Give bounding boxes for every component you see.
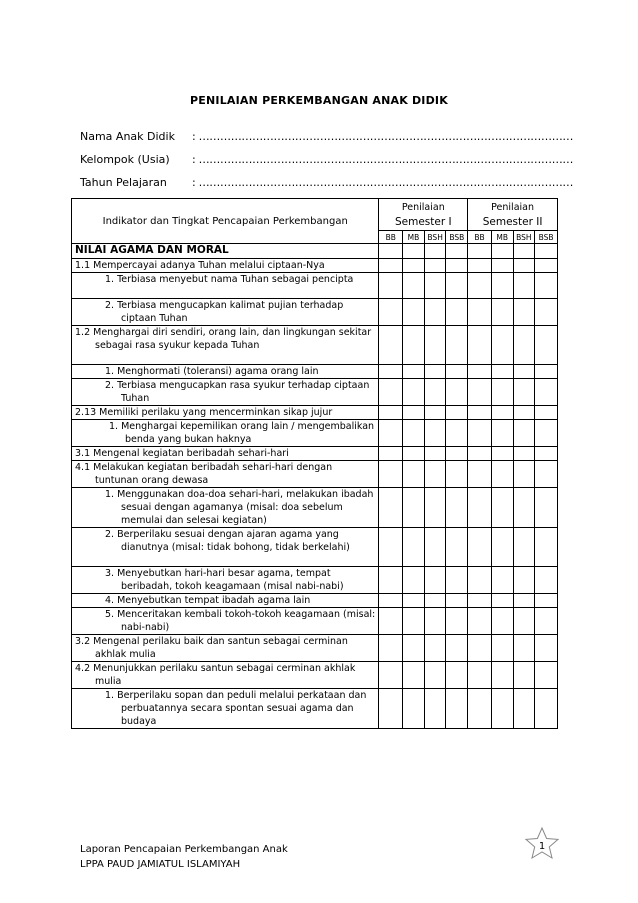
score-cell[interactable]: [424, 406, 446, 420]
indicator-cell: [72, 567, 379, 594]
score-cell[interactable]: [403, 326, 425, 365]
score-cell[interactable]: [513, 379, 535, 406]
score-cell[interactable]: [403, 635, 425, 662]
score-cell[interactable]: [535, 365, 558, 379]
score-cell[interactable]: [379, 299, 403, 326]
score-cell[interactable]: [424, 488, 446, 528]
table-row: [72, 689, 558, 729]
score-cell[interactable]: [468, 299, 492, 326]
indicator-cell: [72, 608, 379, 635]
score-cell[interactable]: [513, 447, 535, 461]
score-cell[interactable]: [513, 488, 535, 528]
indicator-text: 4.1 Melakukan kegiatan beribadah sehari-hari dengan tuntunan orang dewasa: [75, 462, 333, 486]
score-cell[interactable]: [424, 635, 446, 662]
score-cell[interactable]: [403, 528, 425, 567]
table-row: [72, 299, 558, 326]
info-value: : ……………………………………………………………………………………………: [192, 176, 574, 189]
score-cell[interactable]: [446, 528, 468, 567]
info-value: : ……………………………………………………………………………………………: [192, 153, 574, 166]
score-cell[interactable]: [468, 447, 492, 461]
score-cell[interactable]: [513, 608, 535, 635]
score-cell[interactable]: [403, 461, 425, 488]
col-header: BSH: [424, 231, 446, 244]
score-cell[interactable]: [468, 488, 492, 528]
info-label: Tahun Pelajaran: [80, 176, 167, 189]
score-cell[interactable]: [424, 689, 446, 729]
score-cell[interactable]: [535, 594, 558, 608]
score-cell[interactable]: [424, 461, 446, 488]
score-cell[interactable]: [446, 567, 468, 594]
score-cell[interactable]: [468, 406, 492, 420]
score-cell[interactable]: [468, 326, 492, 365]
score-cell[interactable]: [403, 259, 425, 273]
score-cell[interactable]: [403, 488, 425, 528]
score-cell[interactable]: [513, 635, 535, 662]
score-cell[interactable]: [379, 420, 403, 447]
table-row: [72, 259, 558, 273]
indicator-cell: [72, 273, 379, 299]
semester1-title: [379, 199, 468, 216]
score-cell[interactable]: [513, 461, 535, 488]
score-cell[interactable]: [535, 420, 558, 447]
score-cell[interactable]: [379, 379, 403, 406]
indicator-cell: [72, 528, 379, 567]
table-row: [72, 488, 558, 528]
score-cell[interactable]: [491, 299, 513, 326]
score-cell[interactable]: [535, 662, 558, 689]
semester1-sub: Semester I: [379, 216, 468, 231]
score-cell[interactable]: [403, 299, 425, 326]
score-cell[interactable]: [379, 662, 403, 689]
score-cell[interactable]: [513, 365, 535, 379]
indicator-cell: [72, 365, 379, 379]
indicator-text: 2. Terbiasa mengucapkan rasa syukur terhadap ciptaan Tuhan: [105, 380, 370, 404]
indicator-text: 1. Menghormati (toleransi) agama orang lain: [105, 366, 319, 377]
score-cell[interactable]: [446, 406, 468, 420]
semester1-title-text: Penilaian: [401, 201, 445, 213]
score-cell[interactable]: [446, 662, 468, 689]
semester2-title: [468, 199, 558, 216]
score-cell[interactable]: [379, 406, 403, 420]
score-cell[interactable]: [535, 299, 558, 326]
score-cell[interactable]: [491, 567, 513, 594]
col-header: MB: [491, 231, 513, 244]
score-cell[interactable]: [468, 461, 492, 488]
semester2-title-text: Penilaian: [491, 201, 534, 213]
score-cell[interactable]: [424, 273, 446, 299]
score-cell[interactable]: [513, 273, 535, 299]
score-cell[interactable]: [468, 662, 492, 689]
indicator-text: 2.13 Memiliki perilaku yang mencerminkan sikap jujur: [75, 407, 333, 418]
score-cell[interactable]: [446, 379, 468, 406]
score-cell[interactable]: [468, 594, 492, 608]
indicator-cell: [72, 447, 379, 461]
score-cell[interactable]: [379, 447, 403, 461]
score-cell[interactable]: [424, 259, 446, 273]
score-cell[interactable]: [403, 689, 425, 729]
score-cell[interactable]: [403, 406, 425, 420]
indicator-text: 1.2 Menghargai diri sendiri, orang lain, dan lingkungan sekitar sebagai rasa syukur kepada Tuhan: [75, 327, 372, 351]
score-cell[interactable]: [513, 326, 535, 365]
indicator-text: 1. Terbiasa menyebut nama Tuhan sebagai pencipta: [105, 274, 354, 285]
table-row: [72, 379, 558, 406]
score-cell[interactable]: [491, 662, 513, 689]
score-cell[interactable]: [379, 461, 403, 488]
footer: [80, 842, 288, 872]
score-cell[interactable]: [535, 379, 558, 406]
score-cell[interactable]: [535, 528, 558, 567]
score-cell[interactable]: [491, 379, 513, 406]
score-cell[interactable]: [446, 461, 468, 488]
score-cell[interactable]: [468, 379, 492, 406]
score-cell[interactable]: [446, 608, 468, 635]
score-cell[interactable]: [535, 273, 558, 299]
score-cell[interactable]: [491, 461, 513, 488]
table-row: [72, 567, 558, 594]
score-cell[interactable]: [491, 365, 513, 379]
page-number: 1: [538, 841, 546, 852]
score-cell[interactable]: [535, 326, 558, 365]
score-cell[interactable]: [491, 326, 513, 365]
score-cell[interactable]: [379, 326, 403, 365]
score-cell[interactable]: [468, 567, 492, 594]
score-cell[interactable]: [446, 488, 468, 528]
table-row: [72, 594, 558, 608]
score-cell[interactable]: [446, 420, 468, 447]
section-row: [72, 244, 558, 259]
score-cell[interactable]: [424, 528, 446, 567]
table-row: [72, 420, 558, 447]
score-cell[interactable]: [403, 567, 425, 594]
score-cell[interactable]: [446, 273, 468, 299]
score-cell[interactable]: [513, 567, 535, 594]
score-cell[interactable]: [468, 273, 492, 299]
table-row: [72, 528, 558, 567]
score-cell[interactable]: [403, 608, 425, 635]
indicator-text: 1. Menggunakan doa-doa sehari-hari, melakukan ibadah sesuai dengan agamanya (misal: doa sebelum memulai dan selesai kegiatan): [105, 489, 374, 526]
score-cell[interactable]: [491, 594, 513, 608]
score-cell[interactable]: [379, 365, 403, 379]
score-cell[interactable]: [379, 608, 403, 635]
indicator-cell: [72, 259, 379, 273]
score-cell[interactable]: [424, 567, 446, 594]
score-cell[interactable]: [513, 299, 535, 326]
score-cell[interactable]: [491, 420, 513, 447]
score-cell[interactable]: [468, 528, 492, 567]
indicator-cell: [72, 461, 379, 488]
score-cell[interactable]: [535, 406, 558, 420]
indicator-text: 2. Terbiasa mengucapkan kalimat pujian terhadap ciptaan Tuhan: [105, 300, 344, 324]
indicator-cell: [72, 379, 379, 406]
score-cell[interactable]: [379, 594, 403, 608]
score-cell[interactable]: [491, 273, 513, 299]
score-cell[interactable]: [513, 662, 535, 689]
col-header: BB: [379, 231, 403, 244]
score-cell[interactable]: [379, 689, 403, 729]
score-cell[interactable]: [379, 567, 403, 594]
indicator-text: 1.1 Mempercayai adanya Tuhan melalui ciptaan-Nya: [75, 260, 325, 271]
score-cell[interactable]: [513, 528, 535, 567]
score-cell[interactable]: [424, 420, 446, 447]
col-header: BSH: [513, 231, 535, 244]
score-cell[interactable]: [403, 420, 425, 447]
table-row: [72, 461, 558, 488]
score-cell[interactable]: [446, 326, 468, 365]
info-value: : ……………………………………………………………………………………………: [192, 130, 574, 143]
score-cell[interactable]: [446, 447, 468, 461]
score-cell[interactable]: [535, 608, 558, 635]
footer-report-title: Laporan Pencapaian Perkembangan Anak: [80, 844, 288, 855]
col-header: BB: [468, 231, 492, 244]
assessment-table: [71, 198, 558, 729]
score-cell[interactable]: [535, 689, 558, 729]
table-row: [72, 365, 558, 379]
score-cell[interactable]: [379, 259, 403, 273]
indicator-text: 3. Menyebutkan hari-hari besar agama, tempat beribadah, tokoh keagamaan (misal nabi-nabi): [105, 568, 344, 592]
score-cell[interactable]: [403, 447, 425, 461]
score-cell[interactable]: [403, 662, 425, 689]
score-cell[interactable]: [446, 689, 468, 729]
score-cell[interactable]: [424, 594, 446, 608]
score-cell[interactable]: [535, 567, 558, 594]
col-header: MB: [403, 231, 425, 244]
score-cell[interactable]: [491, 689, 513, 729]
indicator-header: Indikator dan Tingkat Pencapaian Perkembangan: [72, 199, 379, 244]
score-cell[interactable]: [424, 447, 446, 461]
col-header: BSB: [535, 231, 558, 244]
score-cell[interactable]: [513, 689, 535, 729]
indicator-cell: [72, 299, 379, 326]
indicator-text: 4.2 Menunjukkan perilaku santun sebagai cerminan akhlak mulia: [75, 663, 356, 687]
table-row: [72, 326, 558, 365]
indicator-text: 1. Berperilaku sopan dan peduli melalui perkataan dan perbuatannya secara spontan sesuai agama dan budaya: [105, 690, 367, 727]
indicator-cell: [72, 420, 379, 447]
info-label: Nama Anak Didik: [80, 130, 175, 143]
table-row: [72, 608, 558, 635]
score-cell[interactable]: [535, 488, 558, 528]
score-cell[interactable]: [446, 365, 468, 379]
score-cell[interactable]: [424, 662, 446, 689]
table-row: [72, 406, 558, 420]
score-cell[interactable]: [403, 379, 425, 406]
score-cell[interactable]: [379, 528, 403, 567]
score-cell[interactable]: [468, 689, 492, 729]
indicator-cell: [72, 326, 379, 365]
indicator-text: 5. Menceritakan kembali tokoh-tokoh keagamaan (misal: nabi-nabi): [105, 609, 376, 633]
score-cell[interactable]: [403, 273, 425, 299]
indicator-text: 4. Menyebutkan tempat ibadah agama lain: [105, 595, 311, 606]
score-cell[interactable]: [491, 635, 513, 662]
score-cell[interactable]: [446, 259, 468, 273]
score-cell[interactable]: [535, 635, 558, 662]
score-cell[interactable]: [424, 608, 446, 635]
score-cell[interactable]: [379, 488, 403, 528]
score-cell[interactable]: [403, 594, 425, 608]
score-cell[interactable]: [424, 326, 446, 365]
score-cell[interactable]: [424, 379, 446, 406]
table-row: [72, 662, 558, 689]
score-cell[interactable]: [535, 447, 558, 461]
score-cell[interactable]: [468, 365, 492, 379]
score-cell[interactable]: [446, 299, 468, 326]
score-cell[interactable]: [403, 365, 425, 379]
score-cell[interactable]: [513, 259, 535, 273]
score-cell[interactable]: [535, 259, 558, 273]
score-cell[interactable]: [491, 259, 513, 273]
indicator-text: 3.1 Mengenal kegiatan beribadah sehari-hari: [75, 448, 289, 459]
indicator-text: 3.2 Mengenal perilaku baik dan santun sebagai cerminan akhlak mulia: [75, 636, 348, 660]
score-cell[interactable]: [491, 528, 513, 567]
indicator-cell: [72, 594, 379, 608]
col-header: BSB: [446, 231, 468, 244]
table-row: [72, 635, 558, 662]
score-cell[interactable]: [424, 365, 446, 379]
score-cell[interactable]: [468, 259, 492, 273]
page-title: PENILAIAN PERKEMBANGAN ANAK DIDIK: [190, 94, 448, 107]
score-cell[interactable]: [535, 461, 558, 488]
indicator-cell: [72, 488, 379, 528]
score-cell[interactable]: [468, 608, 492, 635]
score-cell[interactable]: [491, 447, 513, 461]
score-cell[interactable]: [468, 420, 492, 447]
indicator-cell: [72, 406, 379, 420]
score-cell[interactable]: [468, 635, 492, 662]
score-cell[interactable]: [446, 594, 468, 608]
indicator-cell: [72, 689, 379, 729]
score-cell[interactable]: [491, 488, 513, 528]
indicator-text: 2. Berperilaku sesuai dengan ajaran agama yang dianutnya (misal: tidak bohong, tidak berkelahi): [105, 529, 350, 553]
indicator-text: 1. Menghargai kepemilikan orang lain / mengembalikan benda yang bukan haknya: [109, 421, 375, 445]
score-cell[interactable]: [379, 273, 403, 299]
indicator-cell: [72, 635, 379, 662]
score-cell[interactable]: [379, 635, 403, 662]
score-cell[interactable]: [513, 420, 535, 447]
indicator-cell: [72, 662, 379, 689]
score-cell[interactable]: [424, 299, 446, 326]
semester2-sub: Semester II: [468, 216, 558, 231]
score-cell[interactable]: [513, 406, 535, 420]
score-cell[interactable]: [491, 608, 513, 635]
table-row: [72, 447, 558, 461]
section-title: NILAI AGAMA DAN MORAL: [72, 244, 379, 259]
table-row: [72, 273, 558, 299]
score-cell[interactable]: [446, 635, 468, 662]
info-label: Kelompok (Usia): [80, 153, 170, 166]
score-cell[interactable]: [513, 594, 535, 608]
score-cell[interactable]: [491, 406, 513, 420]
footer-school-name: LPPA PAUD JAMIATUL ISLAMIYAH: [80, 859, 241, 870]
